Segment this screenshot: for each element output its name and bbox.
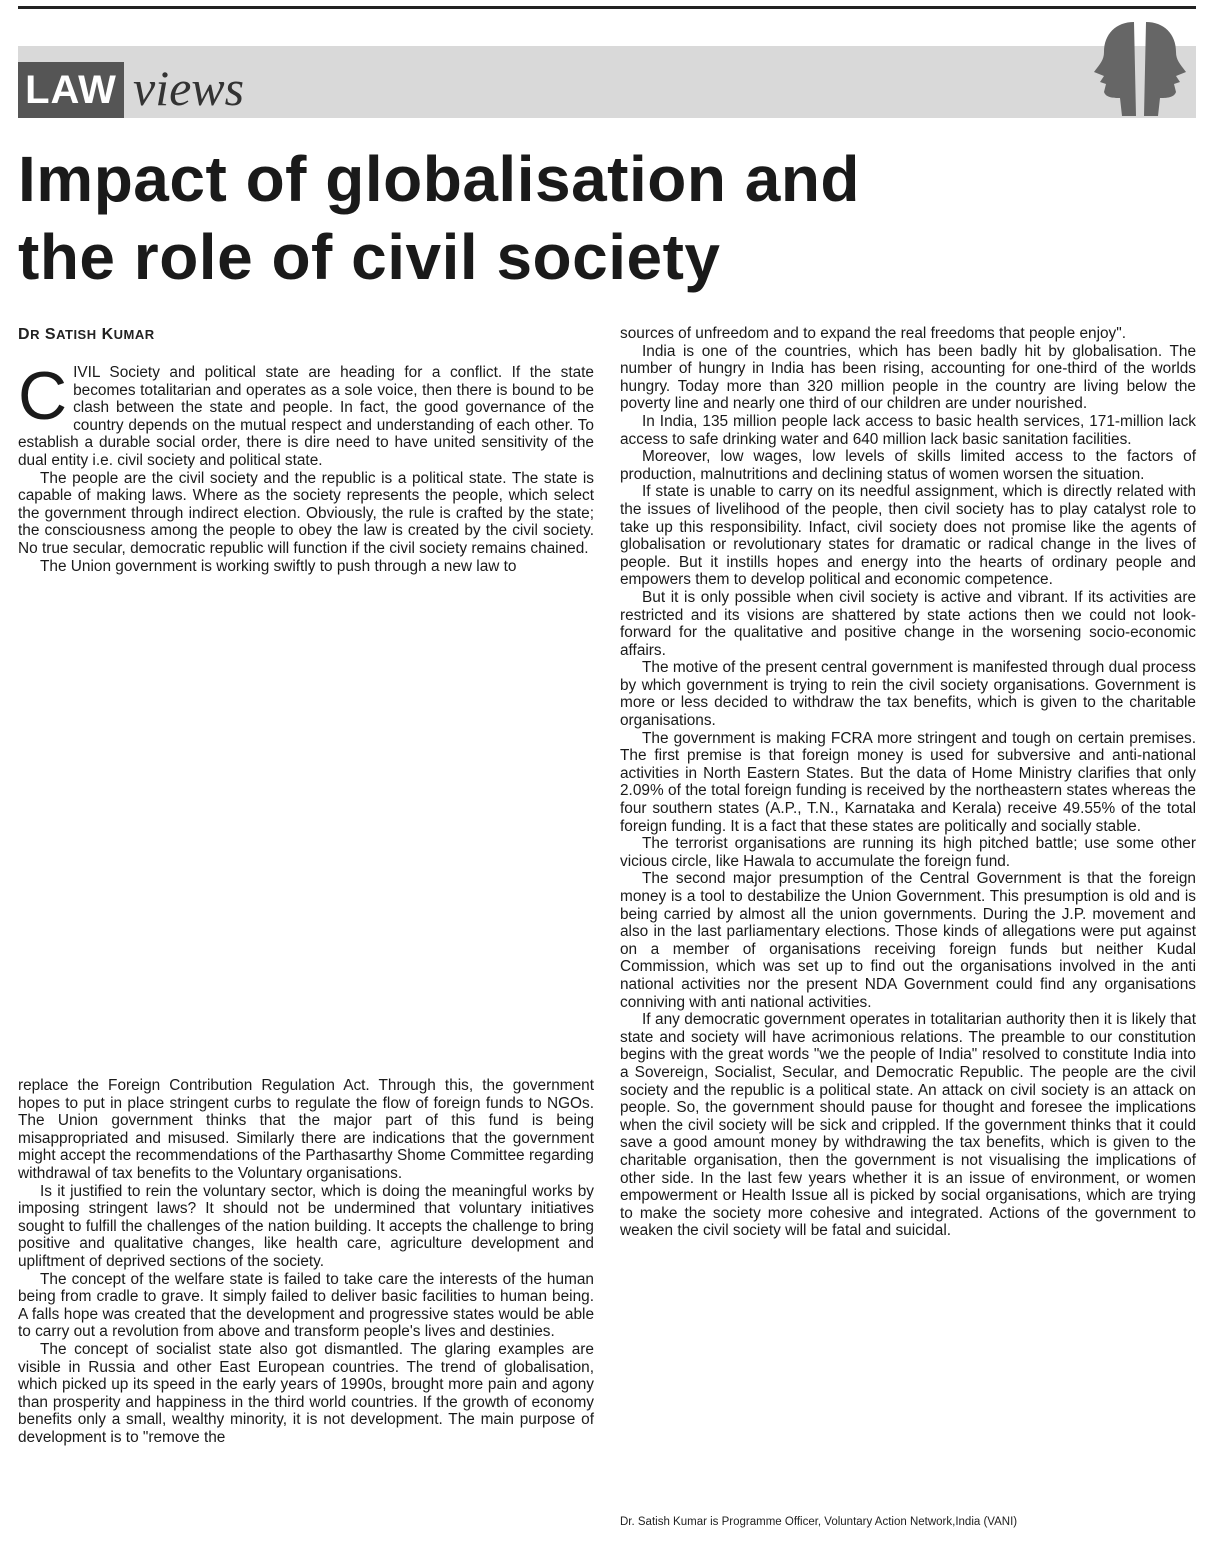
section-sub: views (133, 60, 245, 116)
paragraph: The second major presumption of the Central Government is that the foreign money is a tool to destabilize the Union Government. This presumption is old and is being carried by almost all the union governments. During the J.P. movement and also in the last parliamentary elections. Those kinds of allegations were put against on a member of organisations receiving foreign funds but neither Kudal Commission, which was set up to find out the organisations involved in the anti national activities nor the present NDA Government could find any organisations conniving with anti national activities. (620, 870, 1196, 1011)
top-rule (18, 6, 1196, 9)
drop-cap: C (18, 358, 68, 434)
section-label: LAW (18, 62, 124, 118)
headline-line-2: the role of civil society (18, 221, 721, 293)
paragraph: The motive of the present central government is manifested through dual process by which government is trying to rein the civil society organisations. Government is more or less decided to withdraw the tax benefits, which is given to the charitable organisations. (620, 659, 1196, 730)
paragraph: The people are the civil society and the republic is a political state. The state is capable of making laws. Where as the society represents the people, which select the government through indirect election. Obviously, the rule is crafted by the state; the consciousness among the people to obey the law is created by the civil society. No true secular, democratic republic will function if the civil society remains chained. (18, 469, 594, 557)
paragraph: If any democratic government operates in totalitarian authority then it is likely that state and society will have acrimonious relations. The preamble to our constitution begins with the great words "we the people of India" resolved to constitute India into a Sovereign, Socialist, Secular, and Democratic Republic. The people are the civil society and the republic is a political state. An attack on civil society is an attack on people. So, the government should pause for thought and foresee the implications when the civil society will be sick and crippled. If the government thinks that it could save a good amount money by withdrawing the tax benefits, which is given to the charitable organisation, then the government is not visualising the implications of other side. In the last few years whether it is an issue of environment, or women empowerment or Health Issue all is picked by social organisations, which are trying to make the society more cohesive and integrated. Actions of the government to weaken the civil society will be fatal and suicidal. (620, 1011, 1196, 1240)
byline: DR SATISH KUMAR (18, 326, 155, 343)
headline-line-1: Impact of globalisation and (18, 143, 860, 215)
paragraph: But it is only possible when civil society is active and vibrant. If its activities are restricted and its visions are shattered by state actions then we could not look-forward for the qualitative and positive change in the worsening socio-economic affairs. (620, 588, 1196, 659)
paragraph: The terrorist organisations are running its high pitched battle; use some other vicious circle, like Hawala to accumulate the foreign fund. (620, 835, 1196, 870)
paragraph: Moreover, low wages, low levels of skills limited access to the factors of production, malnutritions and declining status of women worsen the situation. (620, 448, 1196, 483)
paragraph: sources of unfreedom and to expand the real freedoms that people enjoy". (620, 325, 1126, 342)
headline (18, 140, 1138, 296)
paragraph: The concept of the welfare state is failed to take care the interests of the human being from cradle to grave. It simply failed to deliver basic facilities to human being. A falls hope was created that the development and progressive states would be able to carry out a revolution from above and transform people's lives and destinies. (18, 1270, 594, 1341)
right-column (620, 325, 1196, 1240)
paragraph: The government is making FCRA more stringent and tough on certain premises. The first premise is that foreign money is used for subversive and anti-national activities in North Eastern States. But the data of Home Ministry clarifies that only 2.09% of the total foreign funding is received by the northeastern states whereas the four southern states (A.P., T.N., Karnataka and Kerala) receive 49.55% of the total foreign funding. It is a fact that these states are politically and socially stable. (620, 729, 1196, 835)
two-faced-heads-icon (1082, 18, 1198, 118)
paragraph: The Union government is working swiftly to push through a new law to (40, 557, 517, 575)
author-footnote: Dr. Satish Kumar is Programme Officer, Voluntary Action Network,India (VANI) (620, 1516, 1018, 1528)
paragraph: In India, 135 million people lack access to basic health services, 171-million lack access to safe drinking water and 640 million lack basic sanitation facilities. (620, 412, 1196, 448)
paragraph: CIVIL Society and political state are heading for a conflict. If the state becomes totalitarian and operates as a sole voice, then there is bound to be clash between the state and people. In fact, the good governance of the country depends on the mutual respect and understanding of each other. To establish a durable social order, there is dire need to have united sensitivity of the dual entity i.e. civil society and political state. (18, 358, 594, 469)
paragraph: replace the Foreign Contribution Regulation Act. Through this, the government hopes to put in place stringent curbs to regulate the flow of foreign funds to NGOs. The Union government thinks that the major part of this fund is being misappropriated and misused. Similarly there are indications that the government might accept the recommendations of the Parthasarthy Shome Committee regarding withdrawal of tax benefits to the Voluntary organisations. (18, 1077, 594, 1182)
paragraph: If state is unable to carry on its needful assignment, which is directly related with the issues of livelihood of the people, then civil society has to play catalyst role to take up this responsibility. Infact, civil society does not promise like the agents of globalisation or revolutionary states for dramatic or radical change in the lives of people. But it instills hopes and energy into the hearts of ordinary people and empowers them to develop political and economic competence. (620, 483, 1196, 589)
left-column-top (18, 358, 594, 575)
paragraph: India is one of the countries, which has been badly hit by globalisation. The number of hungry in India has been rising, accounting for one-third of the worlds hungry. Today more than 320 million people in the country are living below the poverty line and nearly one third of our children are under nourished. (620, 342, 1196, 413)
paragraph: Is it justified to rein the voluntary sector, which is doing the meaningful works by imposing stringent laws? It should not be undermined that voluntary initiatives sought to fulfill the challenges of the nation building. It accepts the challenge to bring positive and qualitative changes, like health care, agriculture development and upliftment of deprived sections of the society. (18, 1182, 594, 1270)
left-column-bottom (18, 1077, 594, 1446)
paragraph: The concept of socialist state also got dismantled. The glaring examples are visible in Russia and other East European countries. The trend of globalisation, which picked up its speed in the early years of 1990s, brought more pain and agony than prosperity and happiness in the third world countries. If the growth of economy benefits only a small, wealthy minority, it is not development. The main purpose of development is to "remove the (18, 1340, 594, 1446)
